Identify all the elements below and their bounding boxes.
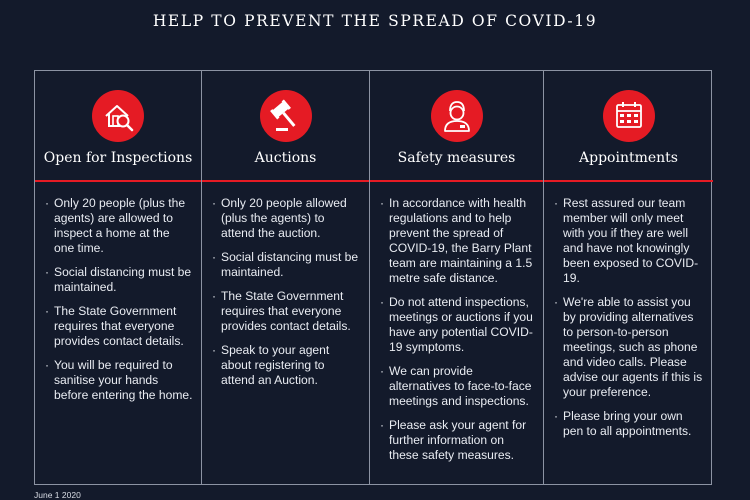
red-divider <box>202 180 369 182</box>
column-appointments <box>543 71 713 484</box>
column-header <box>35 71 201 182</box>
red-divider <box>370 180 543 182</box>
column-title: Appointments <box>579 150 678 166</box>
column-safety-measures <box>369 71 543 484</box>
list-item: · Social distancing must be maintained. <box>212 250 361 280</box>
agent-person-icon <box>431 90 483 142</box>
bullet-list <box>370 182 543 463</box>
page-title: HELP TO PREVENT THE SPREAD OF COVID-19 <box>152 12 598 30</box>
gavel-icon <box>260 90 312 142</box>
list-item: · Rest assured our team member will only meet with you if they are well and have not knowingly been exposed to COVID-19. <box>554 196 705 286</box>
list-item: · You will be required to sanitise your hands before entering the home. <box>45 358 193 403</box>
column-header <box>544 71 713 182</box>
list-item: · In accordance with health regulations and to help prevent the spread of COVID-19, the Barry Plant team are maintaining a 1.5 metre safe distance. <box>380 196 535 286</box>
list-item: · We can provide alternatives to face-to-face meetings and inspections. <box>380 364 535 409</box>
red-divider <box>544 180 713 182</box>
bullet-list <box>202 182 369 388</box>
bullet-list <box>544 182 713 439</box>
info-panel <box>34 70 712 485</box>
list-item: · Please ask your agent for further information on these safety measures. <box>380 418 535 463</box>
red-divider <box>35 180 201 182</box>
list-item: · The State Government requires that everyone provides contact details. <box>212 289 361 334</box>
list-item: · Social distancing must be maintained. <box>45 265 193 295</box>
column-header <box>370 71 543 182</box>
column-auctions <box>201 71 369 484</box>
bullet-list <box>35 182 201 403</box>
list-item: · We're able to assist you by providing alternatives to person-to-person meetings, such as phone and video calls. Please advise our agents if this is your preference. <box>554 295 705 400</box>
list-item: · Do not attend inspections, meetings or auctions if you have any potential COVID-19 symptoms. <box>380 295 535 355</box>
list-item: · The State Government requires that everyone provides contact details. <box>45 304 193 349</box>
house-magnifier-icon <box>92 90 144 142</box>
column-header <box>202 71 369 182</box>
list-item: · Speak to your agent about registering to attend an Auction. <box>212 343 361 388</box>
column-open-for-inspections <box>35 71 201 484</box>
list-item: · Please bring your own pen to all appointments. <box>554 409 705 439</box>
column-title: Open for Inspections <box>43 150 193 166</box>
column-title: Safety measures <box>397 150 516 166</box>
list-item: · Only 20 people allowed (plus the agents) to attend the auction. <box>212 196 361 241</box>
list-item: · Only 20 people (plus the agents) are allowed to inspect a home at the one time. <box>45 196 193 256</box>
column-title: Auctions <box>254 150 317 166</box>
date-footer: June 1 2020 <box>34 490 81 500</box>
calendar-icon <box>603 90 655 142</box>
